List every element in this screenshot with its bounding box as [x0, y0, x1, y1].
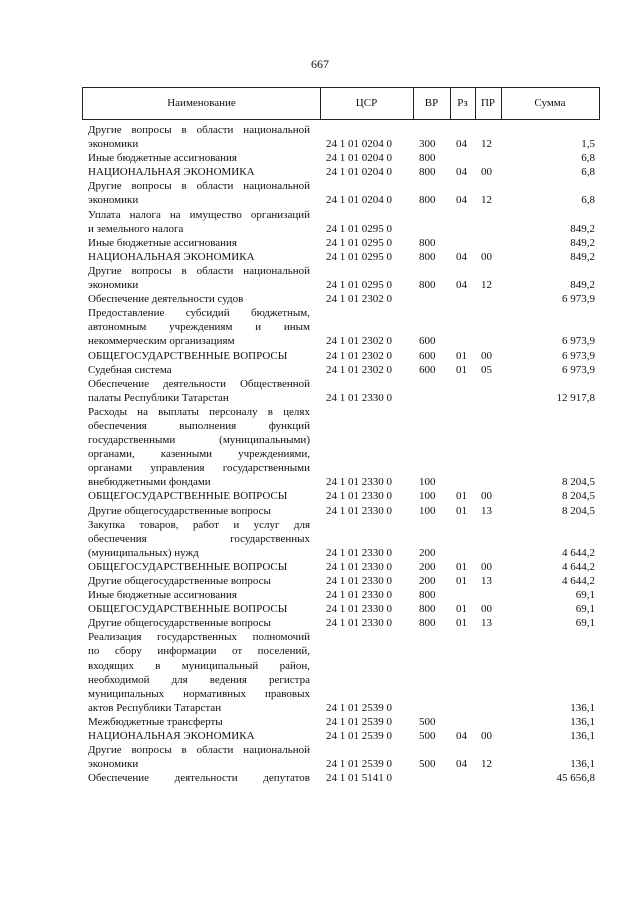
table-row: [0, 151, 640, 165]
cell-rz: 04: [456, 279, 467, 292]
row-name: [88, 518, 310, 560]
row-name-line: НАЦИОНАЛЬНАЯ ЭКОНОМИКА: [88, 166, 255, 179]
row-name: [88, 630, 310, 715]
cell-rz: 01: [456, 504, 467, 517]
header-pr: ПР: [480, 97, 496, 109]
row-name-line: внебюджетными фондами: [88, 476, 211, 489]
row-name-line: Обеспечение деятельности Общественной: [88, 377, 310, 390]
cell-sum: 69,1: [575, 603, 595, 616]
row-name: [88, 236, 310, 250]
table-row: [0, 292, 640, 306]
cell-vr: 500: [419, 730, 436, 743]
table-row: [0, 179, 640, 207]
cell-csr: 24 1 01 2330 0: [326, 504, 392, 517]
row-name: [88, 715, 310, 729]
row-name-line: государственными (муниципальными): [88, 434, 310, 447]
cell-sum: 849,2: [570, 222, 595, 235]
cell-csr: 24 1 01 2539 0: [326, 715, 392, 728]
cell-vr: 100: [419, 476, 436, 489]
row-name-line: экономики: [88, 279, 139, 292]
row-name-line: Обеспечение деятельности судов: [88, 293, 244, 306]
cell-pr: 00: [481, 349, 492, 362]
cell-csr: 24 1 01 2330 0: [326, 603, 392, 616]
cell-vr: 100: [419, 490, 436, 503]
cell-pr: 12: [481, 138, 492, 151]
row-name-line: Обеспечение деятельности депутатов: [88, 772, 310, 785]
row-name-line: экономики: [88, 138, 139, 151]
cell-csr: 24 1 01 2539 0: [326, 730, 392, 743]
cell-sum: 69,1: [575, 589, 595, 602]
table-row: [0, 715, 640, 729]
cell-rz: 04: [456, 138, 467, 151]
row-name: [88, 377, 310, 405]
table-row: [0, 405, 640, 490]
table-row: [0, 306, 640, 348]
row-name-line: ОБЩЕГОСУДАРСТВЕННЫЕ ВОПРОСЫ: [88, 603, 288, 616]
row-name: [88, 574, 310, 588]
cell-rz: 04: [456, 166, 467, 179]
row-name-line: обеспечения государственных: [88, 532, 310, 545]
cell-pr: 00: [481, 250, 492, 263]
page-number: 667: [311, 57, 329, 71]
cell-csr: 24 1 01 2302 0: [326, 363, 392, 376]
cell-csr: 24 1 01 2302 0: [326, 335, 392, 348]
cell-csr: 24 1 01 2302 0: [326, 293, 392, 306]
row-name-line: ОБЩЕГОСУДАРСТВЕННЫЕ ВОПРОСЫ: [88, 490, 288, 503]
cell-sum: 136,1: [570, 730, 595, 743]
cell-sum: 849,2: [570, 236, 595, 249]
cell-pr: 00: [481, 560, 492, 573]
cell-rz: 01: [456, 575, 467, 587]
row-name-line: Закупка товаров, работ и услуг для: [88, 518, 310, 531]
cell-vr: 300: [419, 138, 436, 151]
cell-pr: 00: [481, 490, 492, 503]
row-name-line: некоммерческим организациям: [88, 335, 235, 348]
row-name: [88, 588, 310, 602]
cell-sum: 849,2: [570, 279, 595, 292]
row-name: [88, 405, 310, 490]
row-name: [88, 363, 310, 377]
cell-sum: 12 917,8: [556, 391, 595, 404]
header-csr: ЦСР: [355, 97, 378, 109]
row-name-line: ОБЩЕГОСУДАРСТВЕННЫЕ ВОПРОСЫ: [88, 560, 288, 573]
cell-pr: 00: [481, 166, 492, 179]
row-name: [88, 292, 310, 306]
row-name: [88, 123, 310, 151]
cell-sum: 6 973,9: [562, 363, 595, 376]
cell-csr: 24 1 01 0295 0: [326, 250, 392, 263]
row-name-line: Иные бюджетные ассигнования: [88, 236, 237, 249]
cell-vr: 800: [419, 617, 436, 630]
cell-vr: 500: [419, 758, 436, 771]
table-row: [0, 630, 640, 715]
row-name: [88, 504, 310, 518]
cell-csr: 24 1 01 2330 0: [326, 560, 392, 573]
cell-sum: 4 644,2: [562, 575, 595, 587]
table-row: [0, 504, 640, 518]
table-row: [0, 616, 640, 630]
cell-vr: 800: [419, 152, 436, 165]
cell-rz: 01: [456, 490, 467, 503]
row-name-line: Другие вопросы в области национальной: [88, 180, 310, 193]
cell-vr: 200: [419, 560, 436, 573]
table-row: [0, 236, 640, 250]
row-name-line: экономики: [88, 758, 139, 771]
row-name-line: НАЦИОНАЛЬНАЯ ЭКОНОМИКА: [88, 250, 255, 263]
row-name: [88, 165, 310, 179]
row-name-line: необходимой для ведения регистра: [88, 673, 310, 686]
row-name: [88, 560, 310, 574]
row-name-line: Другие вопросы в области национальной: [88, 744, 310, 757]
row-name: [88, 489, 310, 503]
row-name-line: актов Республики Татарстан: [88, 701, 222, 714]
row-name-line: Другие общегосударственные вопросы: [88, 504, 271, 517]
cell-sum: 136,1: [570, 758, 595, 771]
cell-sum: 136,1: [570, 715, 595, 728]
row-name-line: автономным учреждениям и иным: [88, 321, 310, 334]
cell-pr: 13: [481, 617, 492, 630]
cell-vr: 100: [419, 504, 436, 517]
cell-vr: 200: [419, 546, 436, 559]
cell-csr: 24 1 01 0204 0: [326, 194, 392, 207]
cell-sum: 6 973,9: [562, 335, 595, 348]
row-name-line: Другие общегосударственные вопросы: [88, 575, 271, 587]
header-vr: ВР: [424, 97, 439, 109]
row-name: [88, 264, 310, 292]
row-name-line: Другие вопросы в области национальной: [88, 264, 310, 277]
cell-pr: 12: [481, 279, 492, 292]
table-row: [0, 729, 640, 743]
row-name-line: Уплата налога на имущество организаций: [88, 208, 310, 221]
cell-rz: 04: [456, 194, 467, 207]
table-row: [0, 771, 640, 785]
row-name: [88, 179, 310, 207]
cell-csr: 24 1 01 2539 0: [326, 758, 392, 771]
cell-sum: 136,1: [570, 701, 595, 714]
row-name: [88, 771, 310, 785]
row-name-line: органами управления государственными: [88, 462, 310, 475]
cell-sum: 6 973,9: [562, 349, 595, 362]
row-name-line: Иные бюджетные ассигнования: [88, 589, 237, 602]
cell-sum: 4 644,2: [562, 546, 595, 559]
cell-rz: 04: [456, 250, 467, 263]
cell-rz: 01: [456, 603, 467, 616]
cell-pr: 05: [481, 363, 492, 376]
table-row: [0, 377, 640, 405]
row-name: [88, 602, 310, 616]
row-name-line: экономики: [88, 194, 139, 207]
cell-vr: 600: [419, 349, 436, 362]
row-name-line: Межбюджетные трансферты: [88, 715, 223, 728]
row-name-line: и земельного налога: [88, 222, 184, 235]
row-name: [88, 250, 310, 264]
cell-vr: 800: [419, 166, 436, 179]
cell-rz: 04: [456, 758, 467, 771]
cell-vr: 800: [419, 250, 436, 263]
row-name-line: входящих в муниципальный район,: [88, 659, 310, 672]
row-name: [88, 729, 310, 743]
row-name-line: Иные бюджетные ассигнования: [88, 152, 237, 165]
row-name-line: по сбору информации от поселений,: [88, 645, 310, 658]
row-name-line: палаты Республики Татарстан: [88, 391, 229, 404]
cell-csr: 24 1 01 0204 0: [326, 166, 392, 179]
cell-csr: 24 1 01 5141 0: [326, 772, 392, 785]
cell-sum: 45 656,8: [556, 772, 595, 785]
table-row: [0, 743, 640, 771]
cell-csr: 24 1 01 2330 0: [326, 391, 392, 404]
row-name-line: муниципальных нормативных правовых: [88, 687, 310, 700]
cell-pr: 12: [481, 194, 492, 207]
cell-csr: 24 1 01 2330 0: [326, 589, 392, 602]
cell-sum: 6,8: [581, 194, 595, 207]
cell-vr: 800: [419, 603, 436, 616]
table-row: [0, 574, 640, 588]
cell-sum: 6 973,9: [562, 293, 595, 306]
cell-sum: 6,8: [581, 152, 595, 165]
row-name: [88, 616, 310, 630]
cell-rz: 01: [456, 560, 467, 573]
cell-pr: 12: [481, 758, 492, 771]
row-name-line: Другие общегосударственные вопросы: [88, 617, 271, 630]
row-name-line: обеспечения выполнения функций: [88, 419, 310, 432]
table-row: [0, 250, 640, 264]
cell-sum: 69,1: [575, 617, 595, 630]
cell-csr: 24 1 01 2539 0: [326, 701, 392, 714]
row-name: [88, 306, 310, 348]
row-name-line: НАЦИОНАЛЬНАЯ ЭКОНОМИКА: [88, 730, 255, 743]
table-row: [0, 588, 640, 602]
cell-vr: 600: [419, 363, 436, 376]
row-name-line: Другие вопросы в области национальной: [88, 124, 310, 136]
table-row: [0, 489, 640, 503]
row-name-line: Реализация государственных полномочий: [88, 631, 310, 644]
table-body: [0, 123, 640, 785]
cell-vr: 600: [419, 335, 436, 348]
row-name-line: (муниципальных) нужд: [88, 546, 199, 559]
table-row: [0, 165, 640, 179]
table-row: [0, 349, 640, 363]
row-name-line: Расходы на выплаты персоналу в целях: [88, 405, 310, 418]
cell-csr: 24 1 01 2330 0: [326, 490, 392, 503]
table-row: [0, 363, 640, 377]
row-name-line: Судебная система: [88, 363, 172, 376]
cell-rz: 01: [456, 363, 467, 376]
cell-pr: 00: [481, 730, 492, 743]
row-name: [88, 208, 310, 236]
cell-csr: 24 1 01 0295 0: [326, 222, 392, 235]
row-name-line: Предоставление субсидий бюджетным,: [88, 307, 310, 320]
cell-csr: 24 1 01 2302 0: [326, 349, 392, 362]
cell-sum: 8 204,5: [562, 504, 595, 517]
cell-csr: 24 1 01 0204 0: [326, 152, 392, 165]
cell-vr: 200: [419, 575, 436, 587]
row-name-line: ОБЩЕГОСУДАРСТВЕННЫЕ ВОПРОСЫ: [88, 349, 288, 362]
cell-csr: 24 1 01 0295 0: [326, 279, 392, 292]
row-name-line: органами, казенными учреждениями,: [88, 448, 310, 461]
cell-rz: 04: [456, 730, 467, 743]
cell-pr: 00: [481, 603, 492, 616]
table-row: [0, 560, 640, 574]
cell-csr: 24 1 01 2330 0: [326, 476, 392, 489]
cell-csr: 24 1 01 2330 0: [326, 575, 392, 587]
table-header: [82, 87, 600, 120]
header-sum: Сумма: [534, 97, 566, 109]
cell-sum: 8 204,5: [562, 490, 595, 503]
cell-sum: 849,2: [570, 250, 595, 263]
cell-pr: 13: [481, 504, 492, 517]
cell-vr: 800: [419, 236, 436, 249]
cell-vr: 800: [419, 194, 436, 207]
row-name: [88, 151, 310, 165]
cell-vr: 500: [419, 715, 436, 728]
cell-vr: 800: [419, 589, 436, 602]
cell-csr: 24 1 01 0295 0: [326, 236, 392, 249]
cell-sum: 6,8: [581, 166, 595, 179]
cell-csr: 24 1 01 0204 0: [326, 138, 392, 151]
table-row: [0, 208, 640, 236]
cell-vr: 800: [419, 279, 436, 292]
cell-rz: 01: [456, 617, 467, 630]
cell-csr: 24 1 01 2330 0: [326, 617, 392, 630]
table-row: [0, 602, 640, 616]
cell-sum: 8 204,5: [562, 476, 595, 489]
cell-sum: 1,5: [581, 138, 595, 151]
header-rz: Рз: [457, 97, 468, 109]
cell-pr: 13: [481, 575, 492, 587]
row-name: [88, 743, 310, 771]
row-name: [88, 349, 310, 363]
cell-rz: 01: [456, 349, 467, 362]
table-row: [0, 518, 640, 560]
cell-csr: 24 1 01 2330 0: [326, 546, 392, 559]
table-row: [0, 123, 640, 151]
header-name: Наименование: [167, 97, 236, 109]
table-row: [0, 264, 640, 292]
cell-sum: 4 644,2: [562, 560, 595, 573]
